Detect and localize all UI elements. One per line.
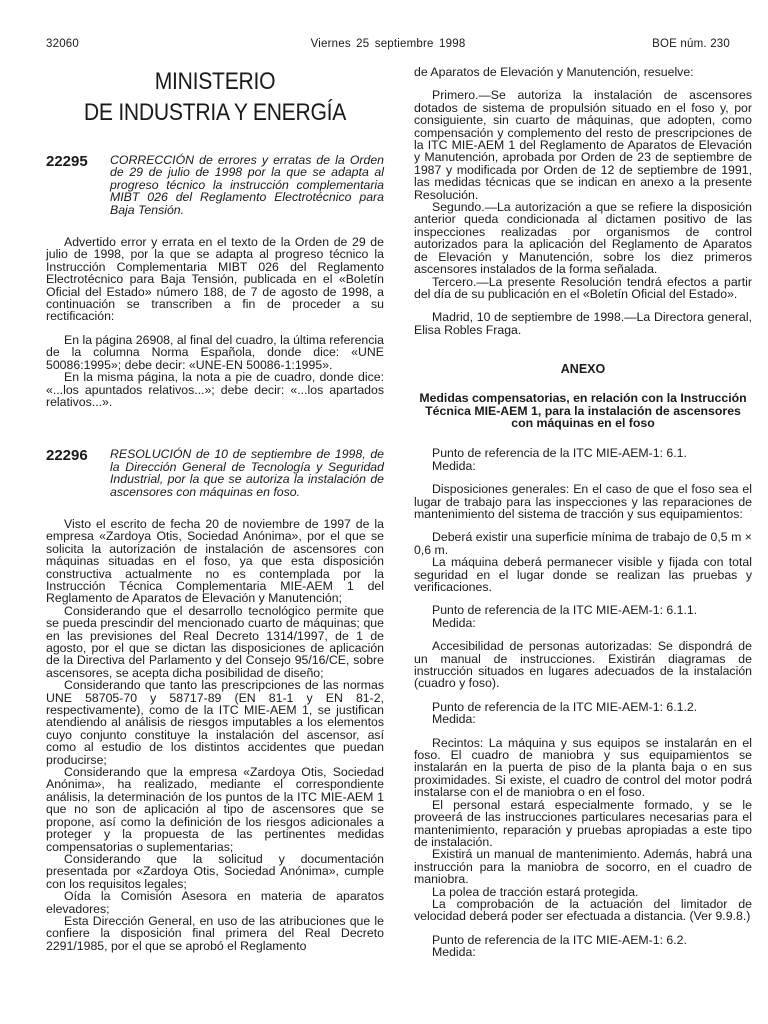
paragraph: Visto el escrito de fecha 20 de noviembre de 1997 de la empresa «Zardoya Otis, Sociedad Anónima», por el que se solicita la autorización de instalación de ascensores con máquinas situadas en el foso, ya que esta disposición constructiva actualmente no es contemplada por la Instrucción Técnica Complementaria MIE-AEM 1 del Reglamento de Aparatos de Elevación y Manutención; [46,516,384,606]
paragraph: Considerando que la solicitud y documentación presentada por «Zardoya Otis, Sociedad Anónima», cumple con los requisitos legales; [46,851,384,891]
journal-issue: BOE núm. 230 [652,38,730,50]
entry-title: CORRECCIÓN de errores y erratas de la Orden de 29 de julio de 1998 por la que se adapta al progreso técnico la instrucción complementaria MIBT 026 del Reglamento Electrotécnico para Baja Tensión. [110,153,384,217]
entry-number: 22296 [46,447,88,465]
paragraph: Deberá existir una superficie mínima de trabajo de 0,5 m × 0,6 m. [414,530,752,557]
annex-title: ANEXO [560,362,606,377]
reference-line: Punto de referencia de la ITC MIE-AEM-1: 6.1.2. [432,699,698,714]
resolution-paragraph: Primero.—Se autoriza la instalación de ascensores dotados de sistema de propulsión situado en el foso y, por consiguiente, sin cuarto de máquinas, que adopten, como compensación y complemento del resto de prescripciones de la ITC MIE-AEM 1 del Reglamento de Aparatos de Elevación y Manutención, aprobada por Orden de 23 de septiembre de 1987 y modificada por Orden de 12 de septiembre de 1991, las medidas técnicas que se indican en anexo a la presente Resolución. [414,88,752,202]
paragraph: Accesibilidad de personas autorizadas: Se dispondrá de un manual de instrucciones. Existirán diagramas de instrucción situados en lugares adecuados de la instalación (cuadro y foso). [414,639,752,691]
issue-date: Viernes 25 septiembre 1998 [310,38,466,50]
ministry-heading [66,66,363,128]
paragraph: Esta Dirección General, en uso de las atribuciones que le confiere la disposición final primera del Real Decreto 2291/1985, por el que se aprobó el Reglamento [46,913,384,953]
ministry-line-1: MINISTERIO [154,68,276,95]
paragraph: La comprobación de la actuación del limitador de velocidad deberá poder ser efectuada a distancia. (Ver 9.9.8.) [414,896,752,924]
paragraph: En la misma página, la nota a pie de cuadro, donde dice: «...los apuntados relativos...»; debe decir: «...los apartados relativos...». [46,370,384,409]
paragraph: La polea de tracción estará protegida. [432,884,639,899]
paragraph: Considerando que la empresa «Zardoya Otis, Sociedad Anónima», ha realizado, mediante el correspondiente análisis, la determinación de los puntos de la ITC MIE-AEM 1 que no son de aplicación al tipo de ascensores que se propone, así como la definición de los riesgos adicionales a proteger y la propuesta de las pertinentes medidas compensatorias o suplementarias; [46,765,384,854]
entry-22296-heading [46,448,384,498]
annex-subtitle: Medidas compensatorias, en relación con la Instrucción Técnica MIE-AEM 1, para la instalación de ascensores con máquinas en el foso [419,391,747,430]
page-header [46,38,730,56]
paragraph: Considerando que el desarrollo tecnológico permite que se pueda prescindir del mencionado cuarto de máquinas; que en las previsiones del Real Decreto 1314/1997, de 1 de agosto, por el que se dictan las disposiciones de aplicación de la Directiva del Parlamento y del Consejo 95/16/CE, sobre ascensores, se acepta dicha posibilidad de diseño; [46,603,384,680]
medida-label: Medida: [432,458,476,473]
paragraph-continuation: de Aparatos de Elevación y Manutención, resuelve: [414,65,694,79]
paragraph: Existirá un manual de mantenimiento. Además, habrá una instrucción para la maniobra de socorro, en el cuadro de maniobra. [414,847,752,887]
resolution-paragraph: Segundo.—La autorización a que se refiere la disposición anterior queda condicionada al dictamen positivo de las inspecciones realizadas por organismos de control autorizados para la aplicación del Reglamento de Aparatos de Elevación y Manutención, sobre los diez primeros ascensores instalados de la forma señalada. [414,200,752,277]
paragraph: El personal estará especialmente formado, y se le proveerá de las instrucciones particulares necesarias para el mantenimiento, reparación y pruebas apropiadas a este tipo de instalación. [414,797,752,849]
paragraph: La máquina deberá permanecer visible y fijada con total seguridad en el lugar donde se realizan las pruebas y verificaciones. [414,555,752,594]
paragraph: Considerando que tanto las prescripciones de las normas UNE 58705-70 y 58717-89 (EN 81-1 y EN 81-2, respectivamente), como de la ITC MIE-AEM 1, se justifican atendiendo al análisis de riesgos imputables a los elementos cuyo conjunto constituye la instalación del ascensor, así como al estudio de los distintos accidentes que puedan producirse; [46,678,384,767]
medida-label: Medida: [432,615,476,630]
entry-title: RESOLUCIÓN de 10 de septiembre de 1998, de la Dirección General de Tecnología y Seguridad Industrial, por la que se autoriza la instalación de ascensores con máquinas en foso. [110,447,384,499]
entry-number: 22295 [46,153,88,170]
ministry-line-2: DE INDUSTRIA Y ENERGÍA [83,99,347,126]
reference-line: Punto de referencia de la ITC MIE-AEM-1: 6.1. [432,446,687,461]
reference-line: Punto de referencia de la ITC MIE-AEM-1: 6.2. [432,932,687,947]
signature-paragraph: Madrid, 10 de septiembre de 1998.—La Directora general, Elisa Robles Fraga. [414,310,752,337]
entry-22295-heading [46,154,384,216]
medida-label: Medida: [432,945,476,960]
right-column [414,66,752,959]
page-number: 32060 [46,38,79,50]
left-column [46,66,384,952]
medida-label: Medida: [432,712,476,727]
paragraph: Recintos: La máquina y sus equipos se instalarán en el foso. El cuadro de maniobra y sus equipamientos se instalarán en la puerta de piso de la planta baja o en sus proximidades. Si existe, el cuadro de control del motor podrá instalarse con el de maniobra o en el foso. [414,735,752,800]
paragraph: En la página 26908, al final del cuadro, la última referencia de la columna Norma Española, donde dice: «UNE 50086:1995»; debe decir: «UNE-EN 50086-1:1995». [46,332,384,372]
paragraph: Advertido error y errata en el texto de la Orden de 29 de julio de 1998, por la que se adapta al progreso técnico la Instrucción Complementaria MIBT 026 del Reglamento Electrotécnico para Baja Tensión, publicada en el «Boletín Oficial del Estado» número 188, de 7 de agosto de 1998, a continuación se transcriben a fin de proceder a su rectificación: [46,235,384,324]
reference-line: Punto de referencia de la ITC MIE-AEM-1: 6.1.1. [432,603,698,618]
resolution-paragraph: Tercero.—La presente Resolución tendrá efectos a partir del día de su publicación en el «Boletín Oficial del Estado». [414,274,752,301]
paragraph: Disposiciones generales: En el caso de que el foso sea el lugar de trabajo para las inspecciones y las reparaciones de mantenimiento del sistema de tracción y sus equipamientos: [414,482,752,521]
paragraph: Oída la Comisión Asesora en materia de aparatos elevadores; [46,889,384,916]
